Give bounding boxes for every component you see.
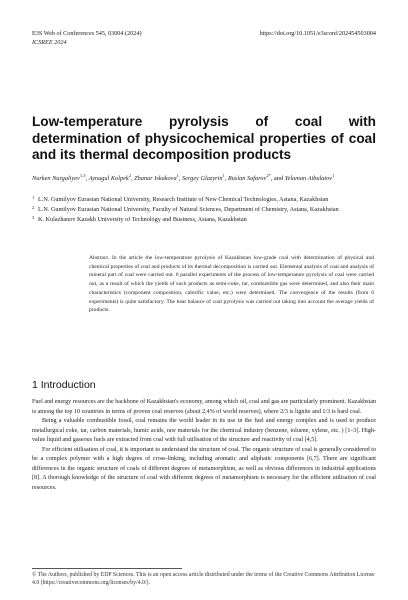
author-affil-marker: 1 <box>176 173 179 178</box>
affiliation-number: 3 <box>32 215 35 220</box>
affiliation-text: L.N. Gumilyov Eurasian National University, Faculty of Natural Sciences, Department of Chemistry, Astana, Kazakhstan <box>38 206 339 213</box>
author-name: Ruslan Safarov <box>227 175 267 182</box>
author-list: Nurken Nurgaliyev$^{1,3}$, Aynagul Kolpek$^2$, Zhanar Iskakova$^1$, Sergey Glazyrin$^1$, Ruslan Safarov$^{2*}$, and Yelaman Aibulatov$^1$ <box>32 173 335 182</box>
author-affil-marker: 1 <box>332 173 335 178</box>
doi-link[interactable]: https://doi.org/10.1051/e3sconf/202454503004 <box>259 30 376 37</box>
paragraph: For efficient utilisation of coal, it is important to understand the structure of coal. The organic structure of coal is generally considered to be a complex polymer with a high degree of cross-linking, including aromatic and aliphatic components [6,7]. There are significant differences in the organic structure of coals of different degrees of metamorphism, as well as obvious differences in industrial applications [8]. A thorough knowledge of the structure of coal with different degrees of metamorphism is necessary for the efficient utilisation of coal resources. <box>32 446 376 491</box>
author <box>285 175 335 182</box>
affiliation-list <box>32 195 372 225</box>
conference-name: ICSREE 2024 <box>32 39 67 46</box>
author <box>228 175 271 182</box>
author-affil-marker: 1 <box>222 173 225 178</box>
author-name: Sergey Glazyrin <box>182 175 223 182</box>
author-name: Nurken Nurgaliyev <box>32 175 80 182</box>
paper-title: Low-temperature pyrolysis of coal with determination of physicochemical properties of coal and its thermal decomposition products <box>32 114 376 162</box>
author <box>134 175 179 182</box>
author-name: Yelaman Aibulatov <box>284 175 333 182</box>
affiliation-number: 1 <box>32 195 35 200</box>
affiliation <box>32 195 372 205</box>
footer-divider <box>32 568 182 569</box>
license-footer: © The Authors, published by EDP Sciences. This is an open access article distributed under the terms of the Creative Commons Attribution License 4.0 (https://creativecommons.org/licenses/by/4.0/). <box>32 572 375 587</box>
author <box>182 175 225 182</box>
author-name: Aynagul Kolpek <box>88 175 129 182</box>
affiliation <box>32 215 372 225</box>
author-affil-marker: 2 <box>128 173 131 178</box>
page-header <box>32 29 376 47</box>
affiliation-text: L.N. Gumilyov Eurasian National University, Research Institute of New Chemical Technologies, Astana, Kazakhstan <box>38 196 329 203</box>
section-heading: 1 Introduction <box>32 379 96 391</box>
affiliation-text: K. Kulazhanov Kazakh University of Technology and Business, Astana, Kazakhstan <box>38 216 247 223</box>
author <box>32 175 85 182</box>
affiliation <box>32 205 372 215</box>
author-affil-marker: 1,3 <box>79 173 86 178</box>
author <box>89 175 131 182</box>
body-text <box>32 398 376 493</box>
author-affil-marker: 2* <box>266 173 271 178</box>
journal-citation: E3S Web of Conferences 545, 03004 (2024) <box>32 30 142 37</box>
paragraph: Being a valuable combustible fossil, coal remains the world leader in its use in the fuel and energy complex and is used to produce metallurgical coke, tar, carbon materials, humic acids, raw materials for the chemical industry (benzene, toluene, xylene, etc. ) [1–3]. High-value liquid and gaseous fuels are extracted from coal with full utilisation of the structure and reactivity of coal [4,5]. <box>32 418 376 444</box>
paragraph: Fuel and energy resources are the backbone of Kazakhstan's economy, among which oil, coal and gas are particularly prominent. Kazakhstan is among the top 10 countries in terms of proven coal reserves (about 2,4% of world reserves), where 2/3 is lignite and 1/3 is hard coal. <box>32 399 376 415</box>
affiliation-number: 2 <box>32 205 35 210</box>
author-name: Zhanar Iskakova <box>134 175 177 182</box>
abstract: Abstract. In the article the low-temperature pyrolysis of Kazakhstan low-grade coal with determination of physical and chemical properties of coal and products of its thermal decomposition is carried out. Elemental analysis of coal and analysis of mineral part of coal were carried out. 6 parallel experiments of the process of low-temperature pyrolysis of coal were carried out, as a result of which the yields of such products as semi-coke, tar, combustible gas were determined, and also their main characteristics (component composition, calorific value, etc.) were determined. The convergence of the results (from 6 experiments) is quite satisfactory. The heat balance of coal pyrolysis was carried out taking into account the average yields of products. <box>89 255 374 314</box>
